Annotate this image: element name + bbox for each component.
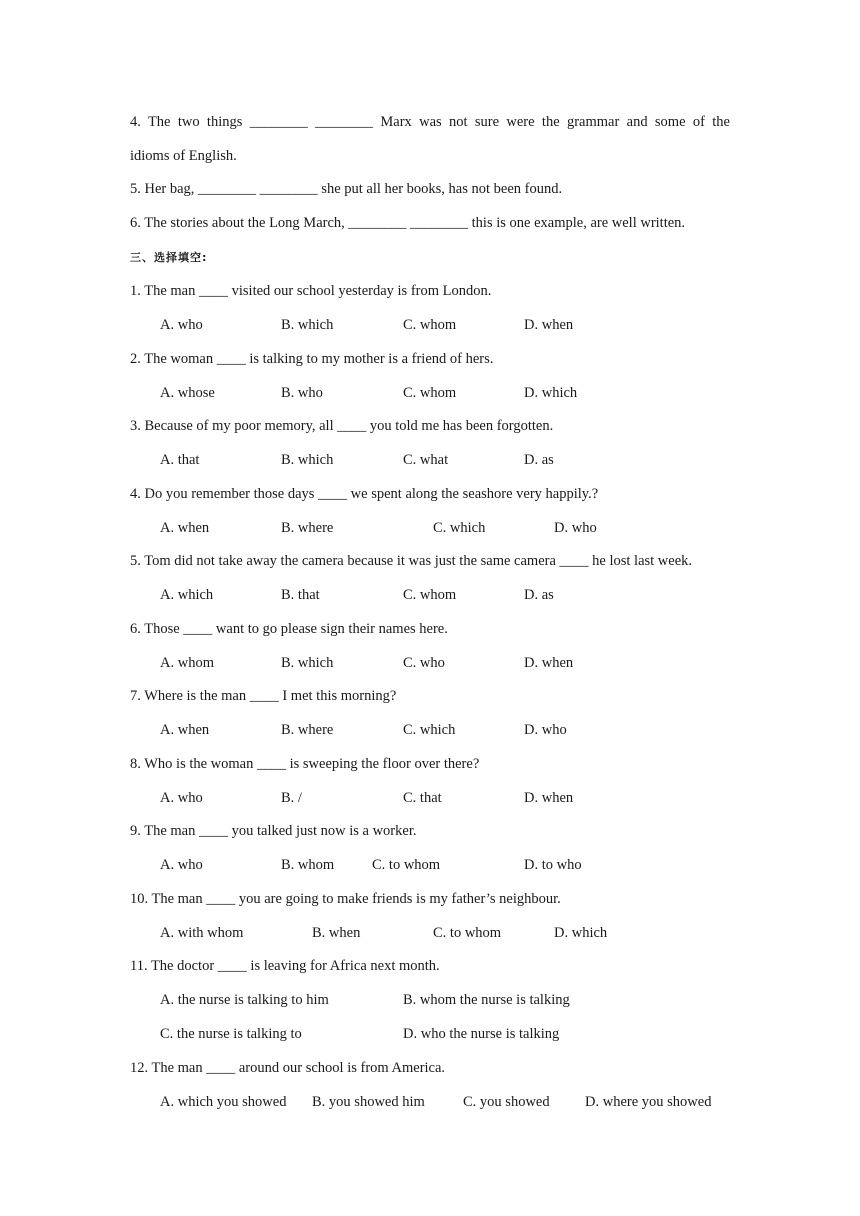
question-11-options-row1 bbox=[160, 991, 760, 1009]
option-c: C. you showed bbox=[463, 1094, 550, 1110]
question-7-stem: 7. Where is the man ____ I met this morning? bbox=[130, 688, 397, 704]
question-9-stem: 9. The man ____ you talked just now is a worker. bbox=[130, 823, 417, 839]
option-b: B. whom the nurse is talking bbox=[403, 992, 570, 1008]
option-b: B. which bbox=[281, 317, 334, 333]
question-11-stem: 11. The doctor ____ is leaving for Africa next month. bbox=[130, 958, 440, 974]
option-a: A. when bbox=[160, 722, 210, 738]
option-c: C. which bbox=[403, 722, 456, 738]
question-9-options bbox=[160, 856, 760, 874]
question-12-options bbox=[160, 1093, 760, 1111]
option-b: B. / bbox=[281, 790, 302, 806]
option-d: D. as bbox=[524, 452, 554, 468]
option-d: D. who bbox=[554, 520, 597, 536]
section-title: 三、选择填空: bbox=[130, 251, 208, 264]
question-10-options bbox=[160, 924, 760, 942]
question-6-stem: 6. Those ____ want to go please sign their names here. bbox=[130, 621, 448, 637]
option-d: D. who bbox=[524, 722, 567, 738]
fill-item-5: 5. Her bag, ________ ________ she put all her books, has not been found. bbox=[130, 181, 563, 197]
question-11-options-row2 bbox=[160, 1025, 760, 1043]
option-b: B. who bbox=[281, 385, 323, 401]
option-c: C. to whom bbox=[372, 857, 441, 873]
question-2-options bbox=[160, 384, 760, 402]
question-2-stem: 2. The woman ____ is talking to my mother is a friend of hers. bbox=[130, 351, 494, 367]
option-a: A. who bbox=[160, 317, 203, 333]
option-b: B. which bbox=[281, 452, 334, 468]
option-c: C. to whom bbox=[433, 925, 502, 941]
option-c: C. whom bbox=[403, 385, 457, 401]
option-a: A. whose bbox=[160, 385, 215, 401]
question-10-stem: 10. The man ____ you are going to make friends is my father’s neighbour. bbox=[130, 891, 561, 907]
option-b: B. you showed him bbox=[312, 1094, 425, 1110]
question-5-options bbox=[160, 586, 760, 604]
option-d: D. when bbox=[524, 790, 574, 806]
option-d: D. as bbox=[524, 587, 554, 603]
option-c: C. whom bbox=[403, 317, 457, 333]
option-a: A. the nurse is talking to him bbox=[160, 992, 329, 1008]
option-b: B. which bbox=[281, 655, 334, 671]
question-7-options bbox=[160, 721, 760, 739]
option-a: A. which you showed bbox=[160, 1094, 287, 1110]
question-3-stem: 3. Because of my poor memory, all ____ you told me has been forgotten. bbox=[130, 418, 554, 434]
question-8-options bbox=[160, 789, 760, 807]
question-1-stem: 1. The man ____ visited our school yesterday is from London. bbox=[130, 283, 492, 299]
option-b: B. where bbox=[281, 722, 334, 738]
option-d: D. where you showed bbox=[585, 1094, 712, 1110]
option-d: D. when bbox=[524, 655, 574, 671]
option-d: D. which bbox=[554, 925, 608, 941]
question-5-stem: 5. Tom did not take away the camera because it was just the same camera ____ he lost last week. bbox=[130, 553, 693, 569]
question-12-stem: 12. The man ____ around our school is from America. bbox=[130, 1060, 446, 1076]
option-d: D. when bbox=[524, 317, 574, 333]
option-b: B. that bbox=[281, 587, 320, 603]
option-c: C. who bbox=[403, 655, 445, 671]
option-a: A. whom bbox=[160, 655, 214, 671]
fill-item-6: 6. The stories about the Long March, ________ ________ this is one example, are well written. bbox=[130, 215, 686, 231]
question-4-stem: 4. Do you remember those days ____ we spent along the seashore very happily.? bbox=[130, 486, 599, 502]
option-b: B. where bbox=[281, 520, 334, 536]
question-6-options bbox=[160, 654, 760, 672]
option-a: A. that bbox=[160, 452, 200, 468]
option-c: C. which bbox=[433, 520, 486, 536]
option-c: C. what bbox=[403, 452, 449, 468]
option-c: C. the nurse is talking to bbox=[160, 1026, 302, 1042]
option-a: A. with whom bbox=[160, 925, 244, 941]
question-8-stem: 8. Who is the woman ____ is sweeping the floor over there? bbox=[130, 756, 480, 772]
question-3-options bbox=[160, 451, 760, 469]
option-d: D. which bbox=[524, 385, 578, 401]
question-4-options bbox=[160, 519, 760, 537]
option-c: C. whom bbox=[403, 587, 457, 603]
option-a: A. who bbox=[160, 857, 203, 873]
option-d: D. who the nurse is talking bbox=[403, 1026, 560, 1042]
option-d: D. to who bbox=[524, 857, 582, 873]
question-1-options bbox=[160, 316, 760, 334]
option-b: B. when bbox=[312, 925, 361, 941]
fill-item-4-line2: idioms of English. bbox=[130, 148, 237, 164]
option-b: B. whom bbox=[281, 857, 335, 873]
fill-item-4-line1: 4. The two things ________ ________ Marx was not sure were the grammar and some of the bbox=[130, 114, 730, 130]
option-a: A. who bbox=[160, 790, 203, 806]
option-a: A. when bbox=[160, 520, 210, 536]
option-c: C. that bbox=[403, 790, 442, 806]
option-a: A. which bbox=[160, 587, 214, 603]
